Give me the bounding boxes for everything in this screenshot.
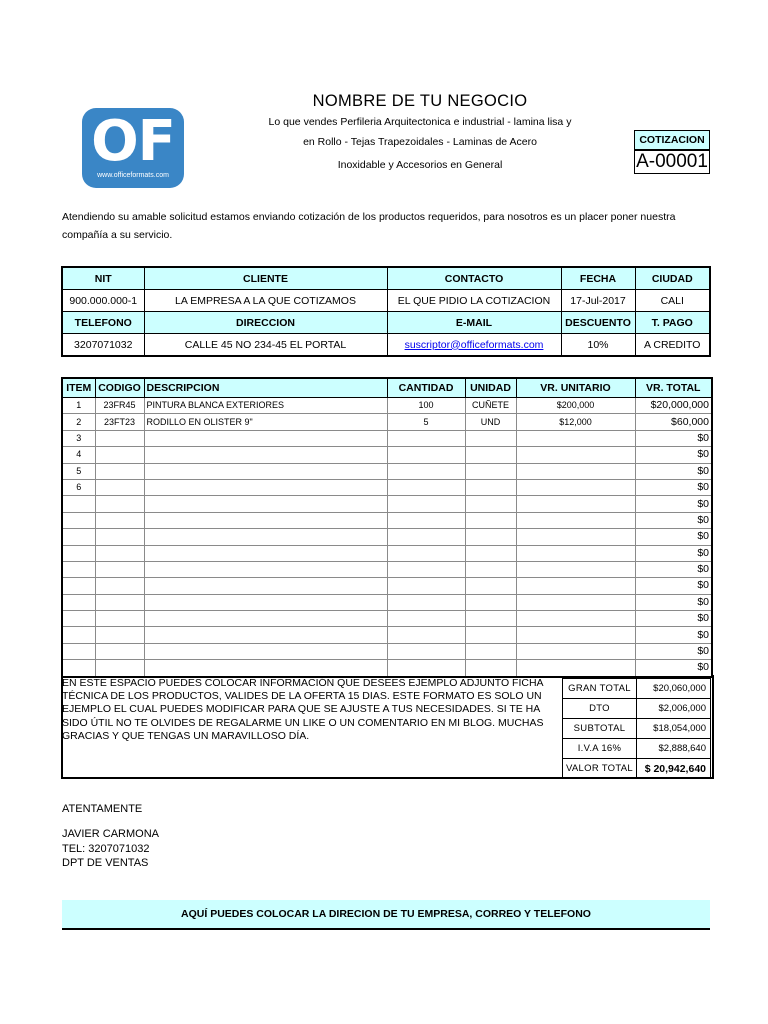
col-item: ITEM [62, 378, 95, 398]
item-number[interactable] [62, 594, 95, 610]
dto-label: DTO [563, 699, 637, 719]
signer-phone: TEL: 3207071032 [62, 843, 150, 855]
item-number[interactable]: 1 [62, 398, 95, 414]
dto-value: $2,006,000 [637, 699, 711, 719]
header-cliente: CLIENTE [144, 267, 387, 290]
logo-text: OF [91, 109, 175, 174]
item-unit[interactable] [465, 430, 516, 446]
item-total[interactable]: $0 [635, 611, 712, 627]
item-quantity[interactable] [387, 479, 465, 495]
item-number[interactable]: 6 [62, 479, 95, 495]
item-unit[interactable] [465, 643, 516, 659]
table-row [62, 561, 712, 577]
email-link[interactable] [387, 334, 561, 357]
item-unit-price[interactable] [516, 627, 635, 643]
item-total[interactable]: $0 [635, 660, 712, 677]
header-fecha: FECHA [561, 267, 635, 290]
tagline-line-1: Lo que vendes Perfileria Arquitectonica e industrial - lamina lisa y [268, 116, 572, 128]
col-vr-total: VR. TOTAL [635, 378, 712, 398]
item-quantity[interactable]: 100 [387, 398, 465, 414]
item-quantity[interactable] [387, 496, 465, 512]
item-description[interactable] [144, 561, 387, 577]
nit-value[interactable]: 900.000.000-1 [62, 290, 144, 312]
item-number[interactable] [62, 512, 95, 528]
item-quantity[interactable] [387, 643, 465, 659]
item-total[interactable]: $0 [635, 594, 712, 610]
item-unit-price[interactable] [516, 430, 635, 446]
ciudad-value[interactable]: CALI [635, 290, 710, 312]
table-row [62, 414, 712, 430]
item-number[interactable] [62, 627, 95, 643]
items-table [61, 377, 713, 678]
header-nit: NIT [62, 267, 144, 290]
quote-number[interactable]: A-00001 [634, 150, 710, 174]
table-row [62, 643, 712, 659]
table-row [62, 512, 712, 528]
item-code[interactable] [95, 496, 144, 512]
item-number[interactable] [62, 578, 95, 594]
item-total[interactable]: $0 [635, 529, 712, 545]
item-number[interactable] [62, 643, 95, 659]
telefono-value[interactable]: 3207071032 [62, 334, 144, 357]
item-code[interactable] [95, 512, 144, 528]
quote-label: COTIZACION [634, 130, 710, 150]
header-email: E-MAIL [387, 312, 561, 334]
item-code[interactable]: 23FR45 [95, 398, 144, 414]
fecha-value[interactable]: 17-Jul-2017 [561, 290, 635, 312]
header-descuento: DESCUENTO [561, 312, 635, 334]
item-unit-price[interactable] [516, 578, 635, 594]
item-code[interactable] [95, 561, 144, 577]
item-total[interactable]: $60,000 [635, 414, 712, 430]
item-unit[interactable] [465, 611, 516, 627]
header-telefono: TELEFONO [62, 312, 144, 334]
item-unit-price[interactable] [516, 496, 635, 512]
email-link-text[interactable]: suscriptor@officeformats.com [404, 338, 544, 351]
item-description[interactable] [144, 643, 387, 659]
item-number[interactable] [62, 496, 95, 512]
table-row [62, 611, 712, 627]
header-tpago: T. PAGO [635, 312, 710, 334]
signer-dept: DPT DE VENTAS [62, 857, 149, 869]
item-code[interactable] [95, 611, 144, 627]
table-row [62, 463, 712, 479]
table-row [62, 447, 712, 463]
contacto-value[interactable]: EL QUE PIDIO LA COTIZACION [387, 290, 561, 312]
item-unit[interactable] [465, 545, 516, 561]
item-total[interactable]: $0 [635, 561, 712, 577]
totals-table [562, 678, 711, 779]
item-unit-price[interactable] [516, 643, 635, 659]
item-description[interactable] [144, 463, 387, 479]
item-unit[interactable] [465, 578, 516, 594]
item-quantity[interactable] [387, 594, 465, 610]
item-unit-price[interactable] [516, 545, 635, 561]
notes-text[interactable]: EN ESTE ESPACIO PUEDES COLOCAR INFORMACIÓN QUE DESEES EJEMPLO ADJUNTO FICHA TÉCNICA DE LOS PRODUCTOS, VALIDES DE LA OFERTA 15 DIAS. ESTE FORMATO ES SOLO UN EJEMPLO EL CUAL PUEDES MODIFICAR PARA QUE SE AJUSTE A TUS NECESIDADES. SI TE HA SIDO ÚTIL NO TE OLVIDES DE REGALARME UN LIKE O UN COMENTARIO EN MI BLOG. MUCHAS GRACIAS Y QUE TENGAS UN MARAVILLOSO DÍA. [62, 677, 544, 742]
item-unit-price[interactable] [516, 512, 635, 528]
item-quantity[interactable] [387, 611, 465, 627]
item-number[interactable]: 2 [62, 414, 95, 430]
item-unit-price[interactable] [516, 529, 635, 545]
item-total[interactable]: $20,000,000 [635, 398, 712, 414]
item-unit-price[interactable] [516, 594, 635, 610]
gran-total-label: GRAN TOTAL [563, 679, 637, 699]
item-unit[interactable] [465, 479, 516, 495]
item-code[interactable] [95, 545, 144, 561]
header-ciudad: CIUDAD [635, 267, 710, 290]
item-description[interactable] [144, 430, 387, 446]
col-descripcion: DESCRIPCION [144, 378, 387, 398]
header-contacto: CONTACTO [387, 267, 561, 290]
item-number[interactable]: 4 [62, 447, 95, 463]
item-unit-price[interactable] [516, 447, 635, 463]
closing: ATENTAMENTE [62, 803, 143, 815]
item-quantity[interactable] [387, 529, 465, 545]
tagline-line-2: en Rollo - Tejas Trapezoidales - Laminas de Acero [303, 136, 537, 148]
item-unit-price[interactable] [516, 463, 635, 479]
item-description[interactable]: RODILLO EN OLISTER 9" [144, 414, 387, 430]
intro-text: Atendiendo su amable solicitud estamos enviando cotización de los productos requeridos, para nosotros es un placer poner nuestra compañía a su servicio. [62, 211, 676, 241]
item-quantity[interactable] [387, 578, 465, 594]
item-unit[interactable] [465, 561, 516, 577]
item-number[interactable]: 3 [62, 430, 95, 446]
item-total[interactable]: $0 [635, 643, 712, 659]
item-description[interactable] [144, 594, 387, 610]
item-quantity[interactable]: 5 [387, 414, 465, 430]
item-description[interactable] [144, 545, 387, 561]
item-total[interactable]: $0 [635, 545, 712, 561]
item-description[interactable] [144, 627, 387, 643]
item-code[interactable] [95, 463, 144, 479]
item-unit-price[interactable]: $200,000 [516, 398, 635, 414]
item-code[interactable]: 23FT23 [95, 414, 144, 430]
item-unit-price[interactable] [516, 561, 635, 577]
client-info-table [61, 266, 711, 357]
item-unit-price[interactable] [516, 479, 635, 495]
col-codigo: CODIGO [95, 378, 144, 398]
table-row [62, 430, 712, 446]
item-code[interactable] [95, 430, 144, 446]
item-description[interactable] [144, 447, 387, 463]
table-row [62, 594, 712, 610]
item-unit[interactable] [465, 627, 516, 643]
logo-url: www.officeformats.com [97, 172, 169, 179]
cliente-value[interactable]: LA EMPRESA A LA QUE COTIZAMOS [144, 290, 387, 312]
table-row [62, 545, 712, 561]
subtotal-value: $18,054,000 [637, 719, 711, 739]
table-row [62, 479, 712, 495]
item-number[interactable] [62, 561, 95, 577]
business-name: NOMBRE DE TU NEGOCIO [312, 92, 528, 110]
item-unit[interactable] [465, 529, 516, 545]
item-code[interactable] [95, 594, 144, 610]
descuento-value[interactable]: 10% [561, 334, 635, 357]
table-row [62, 529, 712, 545]
item-number[interactable]: 5 [62, 463, 95, 479]
item-total[interactable]: $0 [635, 430, 712, 446]
tagline-line-3: Inoxidable y Accesorios en General [337, 159, 503, 171]
valor-total-label: VALOR TOTAL [563, 759, 637, 779]
item-description[interactable] [144, 512, 387, 528]
item-total[interactable]: $0 [635, 496, 712, 512]
item-description[interactable]: PINTURA BLANCA EXTERIORES [144, 398, 387, 414]
table-row [62, 578, 712, 594]
item-code[interactable] [95, 578, 144, 594]
item-description[interactable] [144, 496, 387, 512]
valor-total-value: $ 20,942,640 [637, 759, 711, 779]
iva-label: I.V.A 16% [563, 739, 637, 759]
item-total[interactable]: $0 [635, 479, 712, 495]
item-code[interactable] [95, 627, 144, 643]
item-quantity[interactable] [387, 430, 465, 446]
footer-address[interactable]: AQUÍ PUEDES COLOCAR LA DIRECION DE TU EMPRESA, CORREO Y TELEFONO [62, 900, 710, 930]
item-unit[interactable]: CUÑETE [465, 398, 516, 414]
col-unidad: UNIDAD [465, 378, 516, 398]
item-total[interactable]: $0 [635, 578, 712, 594]
item-number[interactable] [62, 529, 95, 545]
item-code[interactable] [95, 479, 144, 495]
item-quantity[interactable] [387, 561, 465, 577]
item-code[interactable] [95, 643, 144, 659]
table-row [62, 398, 712, 414]
col-vr-unitario: VR. UNITARIO [516, 378, 635, 398]
item-unit[interactable] [465, 496, 516, 512]
item-quantity[interactable] [387, 545, 465, 561]
item-description[interactable] [144, 611, 387, 627]
subtotal-label: SUBTOTAL [563, 719, 637, 739]
item-total[interactable]: $0 [635, 447, 712, 463]
item-unit-price[interactable] [516, 611, 635, 627]
table-row [62, 627, 712, 643]
item-unit[interactable] [465, 594, 516, 610]
item-quantity[interactable] [387, 463, 465, 479]
quote-box [634, 130, 710, 172]
item-unit-price[interactable]: $12,000 [516, 414, 635, 430]
item-description[interactable] [144, 578, 387, 594]
item-number[interactable] [62, 545, 95, 561]
item-description[interactable] [144, 529, 387, 545]
item-unit[interactable] [465, 463, 516, 479]
table-row [62, 496, 712, 512]
header-direccion: DIRECCION [144, 312, 387, 334]
item-total[interactable]: $0 [635, 463, 712, 479]
item-number[interactable] [62, 611, 95, 627]
item-code[interactable] [95, 529, 144, 545]
col-cantidad: CANTIDAD [387, 378, 465, 398]
item-quantity[interactable] [387, 627, 465, 643]
item-total[interactable]: $0 [635, 627, 712, 643]
direccion-value[interactable]: CALLE 45 NO 234-45 EL PORTAL [144, 334, 387, 357]
tpago-value[interactable]: A CREDITO [635, 334, 710, 357]
item-description[interactable] [144, 479, 387, 495]
item-total[interactable]: $0 [635, 512, 712, 528]
gran-total-value: $20,060,000 [637, 679, 711, 699]
company-logo [82, 108, 184, 188]
item-unit[interactable] [465, 512, 516, 528]
item-unit[interactable] [465, 447, 516, 463]
item-unit[interactable]: UND [465, 414, 516, 430]
iva-value: $2,888,640 [637, 739, 711, 759]
signer-name: JAVIER CARMONA [62, 828, 159, 840]
item-code[interactable] [95, 447, 144, 463]
item-quantity[interactable] [387, 512, 465, 528]
item-quantity[interactable] [387, 447, 465, 463]
